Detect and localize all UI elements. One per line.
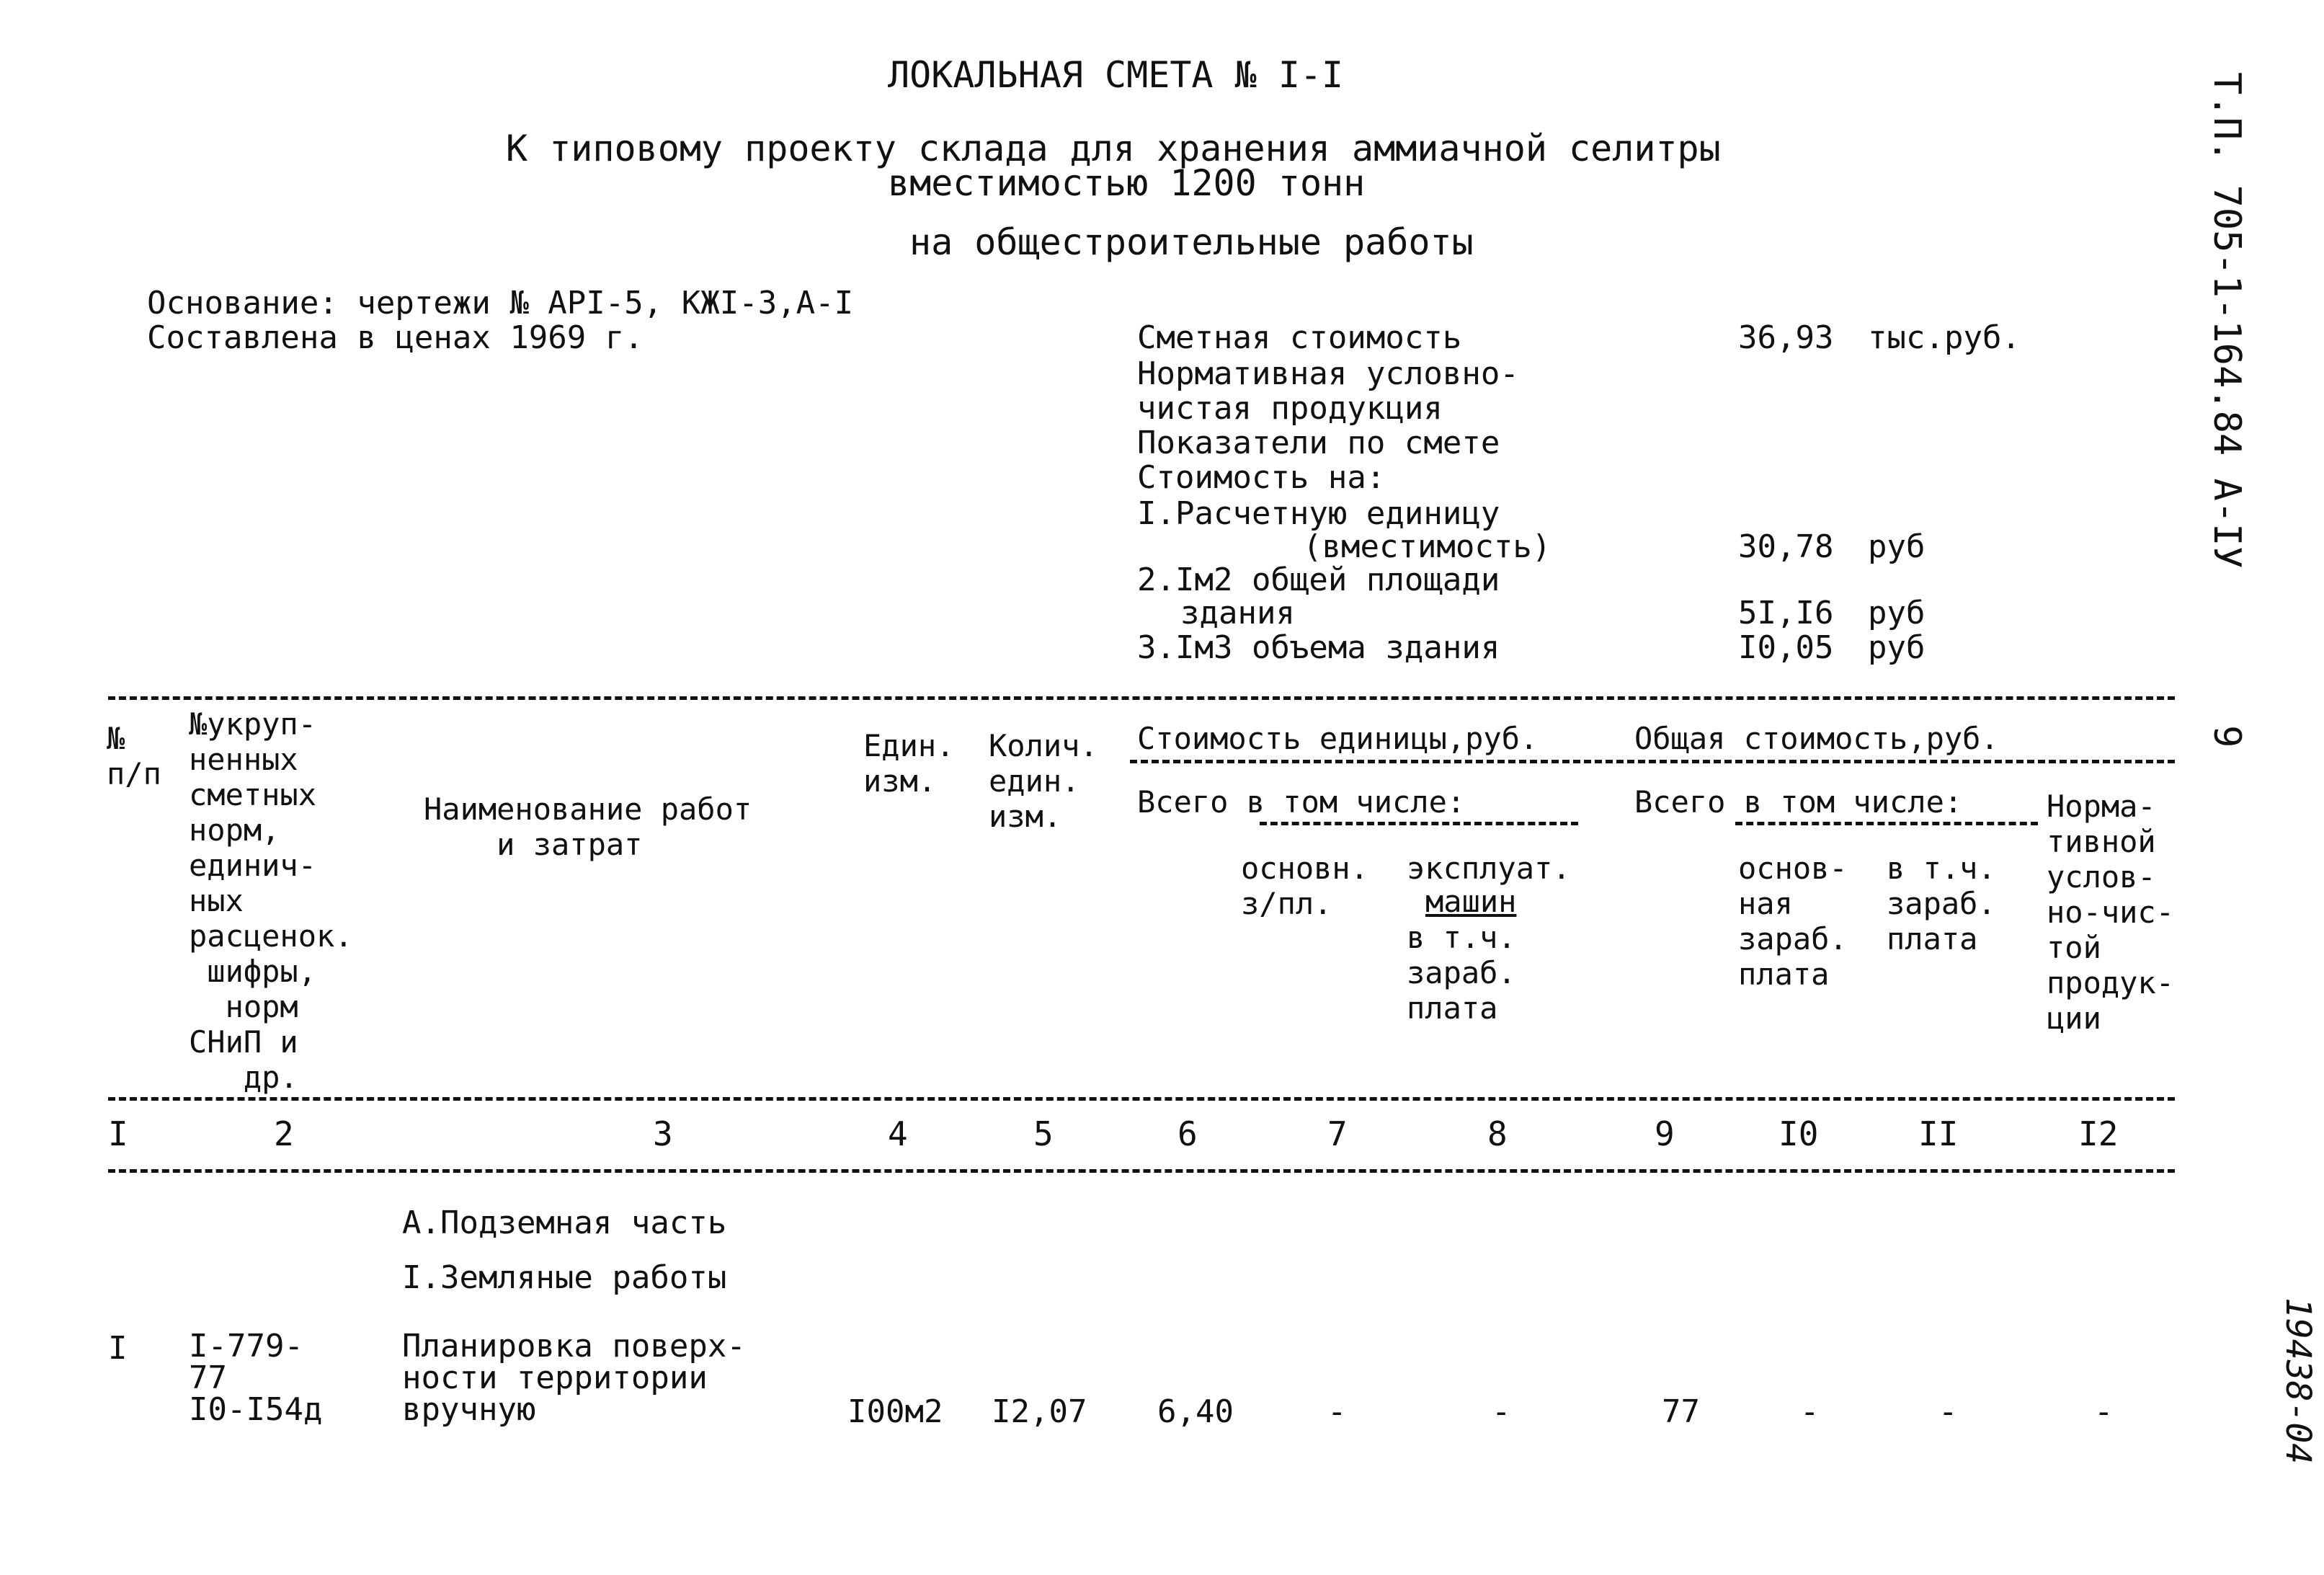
header-machines-wage: в т.ч. зараб. плата	[1407, 920, 1516, 1026]
document-title: ЛОКАЛЬНАЯ СМЕТА № I-I	[888, 54, 1344, 96]
indicator-1-value: 30,78	[1738, 528, 1834, 565]
indicator-2-unit: руб	[1868, 595, 1925, 631]
column-number: 3	[653, 1114, 673, 1153]
indicators-label: Показатели по смете	[1137, 425, 1500, 461]
row-total-wage: -	[1800, 1393, 1820, 1430]
row-number: I	[108, 1330, 128, 1367]
header-machines-title: эксплуат.	[1407, 851, 1571, 886]
indicator-2-label: 2.Iм2 общей площади	[1137, 562, 1500, 598]
header-unit-cost-group: Стоимость единицы,руб.	[1137, 721, 1539, 756]
row-unit: I00м2	[847, 1393, 943, 1430]
header-normative: Норма- тивной услов- но-чис- той продук- ции	[2047, 789, 2175, 1036]
indicator-1-label: I.Расчетную единицу	[1137, 495, 1500, 532]
indicator-3-value: I0,05	[1738, 629, 1834, 666]
header-total-total: Всего в том числе:	[1634, 784, 1963, 820]
column-number: II	[1918, 1114, 1959, 1153]
column-number: 2	[274, 1114, 294, 1153]
header-norm-code: №укруп- ненных сметных норм, единич- ных расценок. шифры, норм СНиП и др.	[189, 706, 353, 1095]
row-work-name: Планировка поверх- ности территории вручную	[402, 1328, 746, 1428]
column-number: 8	[1487, 1114, 1508, 1153]
column-number: I2	[2078, 1114, 2119, 1153]
unit-cost-rule	[1130, 760, 2175, 763]
indicator-1-sublabel: (вместимость)	[1303, 528, 1551, 565]
project-subtitle: К типовому проекту склада для хранения аммиачной селитры	[506, 128, 1721, 169]
header-row-number: № п/п	[107, 721, 161, 791]
document-code: Т.П. 705-1-164.84 А-IУ	[2205, 72, 2248, 569]
indicator-2-value: 5I,I6	[1738, 595, 1834, 631]
header-machines: машин	[1425, 884, 1517, 919]
column-number: I	[108, 1114, 128, 1153]
row-unit-machines: -	[1492, 1393, 1511, 1430]
basis-drawings: Основание: чертежи № АРI-5, КЖI-3,А-I	[147, 285, 854, 321]
indicator-3-unit: руб	[1868, 629, 1925, 666]
indicator-2-sublabel: здания	[1180, 595, 1295, 631]
header-unit-total: Всего в том числе:	[1137, 784, 1466, 820]
column-number: 9	[1655, 1114, 1675, 1153]
cost-on-label: Стоимость на:	[1137, 459, 1386, 496]
section-heading: А.Подземная часть	[402, 1204, 727, 1241]
row-quantity: I2,07	[992, 1393, 1087, 1430]
column-number: I0	[1778, 1114, 1819, 1153]
normative-label-2: чистая продукция	[1137, 390, 1443, 427]
table-top-rule	[108, 696, 2175, 700]
column-number: 6	[1177, 1114, 1198, 1153]
basis-prices: Составлена в ценах 1969 г.	[147, 319, 644, 356]
estimated-cost-value: 36,93	[1738, 319, 1834, 356]
total-breakdown-rule	[1735, 822, 2038, 825]
column-number: 5	[1033, 1114, 1054, 1153]
estimated-cost-unit: тыс.руб.	[1868, 319, 2021, 356]
row-norm-code: I-779- 77 I0-I54д	[189, 1328, 323, 1428]
column-number: 4	[888, 1114, 908, 1153]
row-unit-wage: -	[1327, 1393, 1347, 1430]
works-subtitle: на общестроительные работы	[909, 221, 1474, 263]
unit-breakdown-rule	[1260, 822, 1578, 825]
header-quantity: Колич. един. изм.	[989, 728, 1098, 834]
header-total-machine-wage: в т.ч. зараб. плата	[1887, 851, 1996, 957]
page-number: 9	[2205, 725, 2248, 748]
row-normative: -	[2094, 1393, 2114, 1430]
row-total: 77	[1662, 1393, 1700, 1430]
indicator-1-unit: руб	[1868, 528, 1925, 565]
header-total-wage: основ- ная зараб. плата	[1738, 851, 1848, 992]
header-unit-wage: основн. з/пл.	[1241, 851, 1369, 921]
indicator-3-label: 3.Iм3 объема здания	[1137, 629, 1500, 666]
handwritten-number: 19438-04	[2278, 1297, 2318, 1465]
row-total-machine-wage: -	[1938, 1393, 1958, 1430]
header-unit: Един. изм.	[863, 728, 955, 799]
estimated-cost-label: Сметная стоимость	[1137, 319, 1462, 356]
normative-label-1: Нормативная условно-	[1137, 355, 1519, 392]
header-bottom-rule	[108, 1097, 2175, 1101]
column-numbers-rule	[108, 1169, 2175, 1173]
subsection-heading: I.Земляные работы	[402, 1259, 727, 1296]
row-unit-total: 6,40	[1157, 1393, 1234, 1430]
column-number: 7	[1327, 1114, 1348, 1153]
header-work-name: Наименование работ и затрат	[424, 791, 752, 862]
capacity-subtitle: вместимостью 1200 тонн	[888, 162, 1366, 204]
header-total-cost-group: Общая стоимость,руб.	[1634, 721, 1999, 756]
